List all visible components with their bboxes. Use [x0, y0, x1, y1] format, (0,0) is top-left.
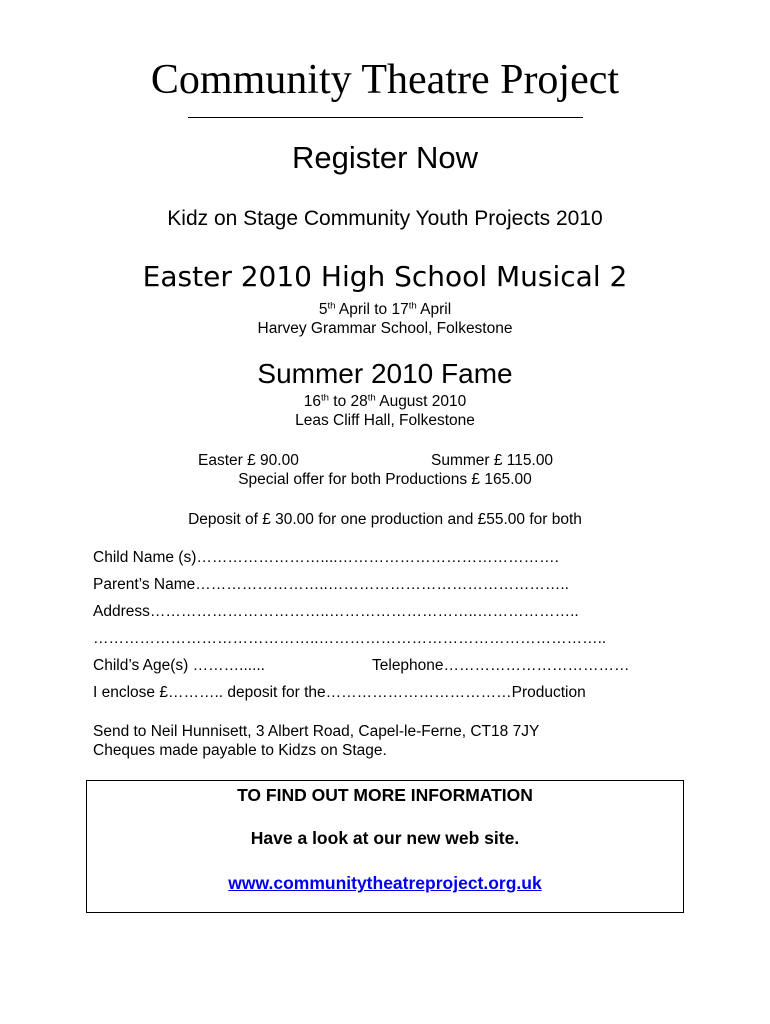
summer-dates: 16th to 28th August 2010 [303, 392, 467, 410]
telephone-field[interactable]: Telephone……………………………… [372, 657, 630, 674]
special-offer: Special offer for both Productions £ 165.00 [238, 471, 532, 488]
easter-price: Easter £ 90.00 [198, 452, 299, 469]
easter-dates: 5th April to 17th April [318, 300, 452, 318]
page-title: Community Theatre Project [150, 57, 620, 103]
deposit-info: Deposit of £ 30.00 for one production and £55.00 for both [188, 511, 582, 528]
summer-price: Summer £ 115.00 [431, 452, 554, 469]
summer-production-title: Summer 2010 Fame [257, 358, 513, 389]
summer-venue: Leas Cliff Hall, Folkestone [295, 412, 475, 429]
cheques-payable: Cheques made payable to Kidzs on Stage. [93, 742, 387, 759]
info-box [86, 780, 684, 913]
parent-name-field[interactable]: Parent’s Name……………………..……………………………………….. [93, 576, 569, 593]
send-to-address: Send to Neil Hunnisett, 3 Albert Road, Capel-le-Ferne, CT18 7JY [93, 723, 540, 740]
projects-subtitle: Kidz on Stage Community Youth Projects 2010 [167, 207, 603, 230]
address-field-line2[interactable]: ……………………………………..……………………………………………….. [93, 630, 607, 647]
info-heading: TO FIND OUT MORE INFORMATION [237, 785, 533, 805]
child-age-field[interactable]: Child’s Age(s) ………...... [93, 657, 265, 674]
address-field[interactable]: Address……………………………..………………………..……………….. [93, 603, 579, 620]
info-text: Have a look at our new web site. [250, 828, 520, 848]
easter-venue: Harvey Grammar School, Folkestone [257, 320, 513, 337]
easter-production-title: Easter 2010 High School Musical 2 [142, 260, 628, 293]
child-name-field[interactable]: Child Name (s)……………………....……………………………………. [93, 549, 559, 566]
register-heading: Register Now [291, 140, 479, 175]
deposit-enclose-field[interactable]: I enclose £……….. deposit for the………………………………Production [93, 684, 586, 701]
title-divider [188, 117, 583, 118]
website-link[interactable]: www.communitytheatreproject.org.uk [228, 873, 542, 893]
